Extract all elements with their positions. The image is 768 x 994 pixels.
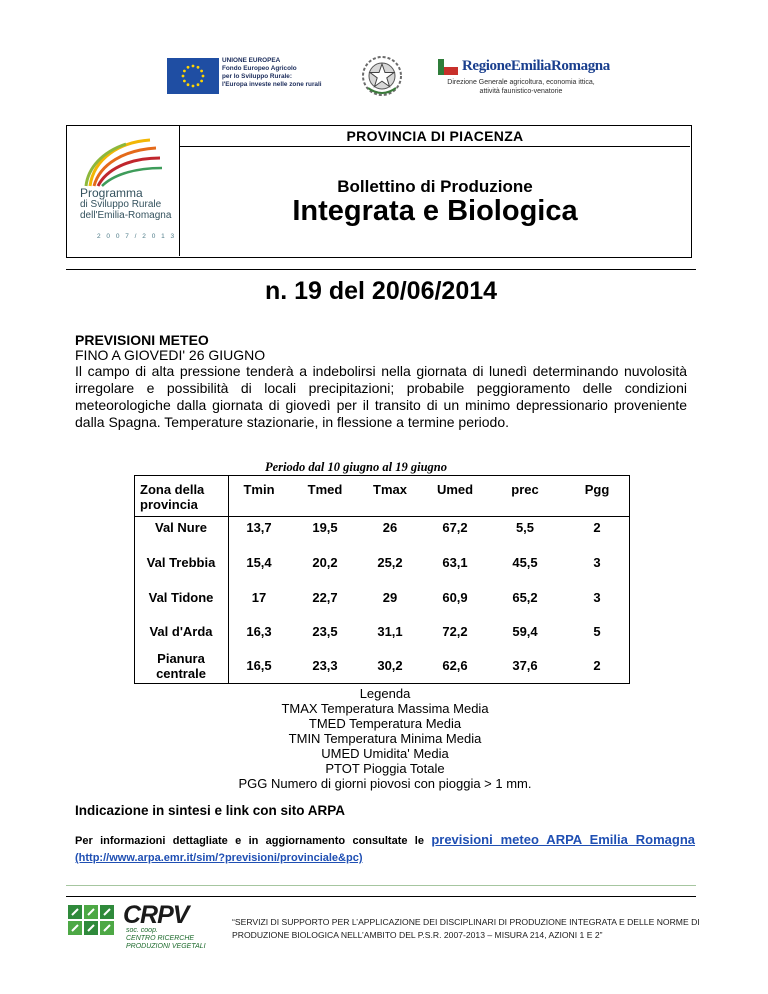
region-subtitle-2: attività faunistico-venatorie [479,88,563,95]
table-cell: 67,2 [442,520,468,535]
table-row-zone: Val Tidone [148,590,214,605]
legend-item: TMIN Temperatura Minima Media [288,731,482,746]
crpv-sub-2: CENTRO RICERCHE [126,935,195,942]
legend [200,686,570,791]
crpv-subtitle [126,927,206,951]
table-cell: 22,7 [312,590,338,605]
psr-line-1: Programma [80,186,143,200]
psr-line-2: di Sviluppo Rurale [80,199,162,210]
column-header-tmed: Tmed [307,482,343,497]
table-cell: 15,4 [246,555,272,570]
column-header-tmin: Tmin [243,482,275,497]
legend-item: PTOT Pioggia Totale [325,761,445,776]
table-row-zone: Pianura centrale [156,651,206,681]
region-name: RegioneEmiliaRomagna [462,58,610,74]
legend-item: PGG Numero di giorni piovosi con pioggia > 1 mm. [238,776,532,791]
table-cell: 63,1 [442,555,468,570]
eu-line-1: UNIONE EUROPEA [222,57,281,64]
table-cell: 25,2 [377,555,403,570]
crpv-emblem-icon [66,903,120,943]
table-cell: 72,2 [442,624,468,639]
crpv-sub-3: PRODUZIONI VEGETALI [126,943,206,950]
table-cell: 31,1 [377,624,403,639]
issue-number: n. 19 del 20/06/2014 [264,277,498,305]
table-cell: 17 [251,590,267,605]
arpa-forecast-link[interactable]: previsioni meteo ARPA Emilia Romagna [431,832,695,847]
table-cell: 62,6 [442,658,468,673]
column-header-prec: prec [511,482,539,497]
footer-divider [66,896,696,897]
bulletin-title: Integrata e Biologica [292,195,578,227]
arpa-section-title: Indicazione in sintesi e link con sito ARPA [75,803,346,818]
eu-line-4: l'Europa investe nelle zone rurali [222,81,322,88]
arpa-url-link[interactable]: (http://www.arpa.emr.it/sim/?previsioni/provinciale&pc) [75,852,363,864]
table-cell: 5,5 [515,520,535,535]
zone-column-header: Zona della provincia [140,482,205,512]
eu-line-3: per lo Sviluppo Rurale: [222,73,292,80]
table-cell: 16,3 [246,624,272,639]
table-cell: 29 [382,590,398,605]
arpa-paragraph [75,831,695,867]
table-cell: 37,6 [512,658,538,673]
psr-line-3: dell'Emilia-Romagna [80,210,172,221]
table-cell: 23,3 [312,658,338,673]
table-cell: 20,2 [312,555,338,570]
table-cell: 13,7 [246,520,272,535]
table-cell: 26 [382,520,398,535]
table-cell: 3 [593,590,601,605]
crpv-logo [66,901,216,950]
legend-item: TMAX Temperatura Massima Media [281,701,489,716]
table-cell: 65,2 [512,590,538,605]
table-cell: 23,5 [312,624,338,639]
legend-item: UMED Umidita' Media [321,746,449,761]
bollettino-subtitle: Bollettino di Produzione [337,177,533,196]
table-row-zone: Val d'Arda [149,624,213,639]
forecast-title: PREVISIONI METEO [75,332,209,348]
column-header-tmax: Tmax [373,482,407,497]
table-cell: 45,5 [512,555,538,570]
footer-text: “SERVIZI DI SUPPORTO PER L’APPLICAZIONE DEI DISCIPLINARI DI PRODUZIONE INTEGRATA E DELLE NORME DI PRODUZIONE BIOLOGICA NELL’AMBITO DEL P.S.R. 2007-2013 – MISURA 214, AZIONI 1 E 2” [232,917,700,940]
legend-title: Legenda [359,686,411,701]
legend-item: TMED Temperatura Media [308,716,462,731]
footer-divider-green [66,885,696,886]
column-header-pgg: Pgg [584,482,610,497]
table-cell: 3 [593,555,601,570]
region-subtitle-1: Direzione Generale agricoltura, economia ittica, [447,79,595,86]
table-cell: 2 [593,658,601,673]
forecast-text: Il campo di alta pressione tenderà a indebolirsi nella giornata di lunedì determinando nuvolosità irregolare e possibilità di locali precipitazioni; probabile peggioramento delle condizioni meteorologiche dalla giornata di giovedì per il transito di un minimo depressionario proveniente dalla Spagna. Temperature stazionarie, in flessione a termine periodo. [75,363,687,430]
arpa-lead-text: Per informazioni dettagliate e in aggiornamento consultate le [75,835,432,847]
table-cell: 60,9 [442,590,468,605]
column-header-umed: Umed [436,482,474,497]
table-cell: 2 [593,520,601,535]
table-cell: 19,5 [312,520,338,535]
forecast-subtitle: FINO A GIOVEDI' 26 GIUGNO [75,347,266,363]
table-row-zone: Val Trebbia [146,555,216,570]
eu-line-2: Fondo Europeo Agricolo [222,65,297,72]
table-row-zone: Val Nure [154,520,208,535]
provincia-title: PROVINCIA DI PIACENZA [346,128,524,144]
crpv-sub-1: soc. coop. [126,927,158,934]
table-cell: 30,2 [377,658,403,673]
table-cell: 5 [593,624,601,639]
table-period: Periodo dal 10 giugno al 19 giugno [265,460,447,474]
table-cell: 59,4 [512,624,538,639]
crpv-name: CRPV [123,901,189,929]
table-cell: 16,5 [246,658,272,673]
psr-years: 2 0 0 7 / 2 0 1 3 [97,233,177,240]
